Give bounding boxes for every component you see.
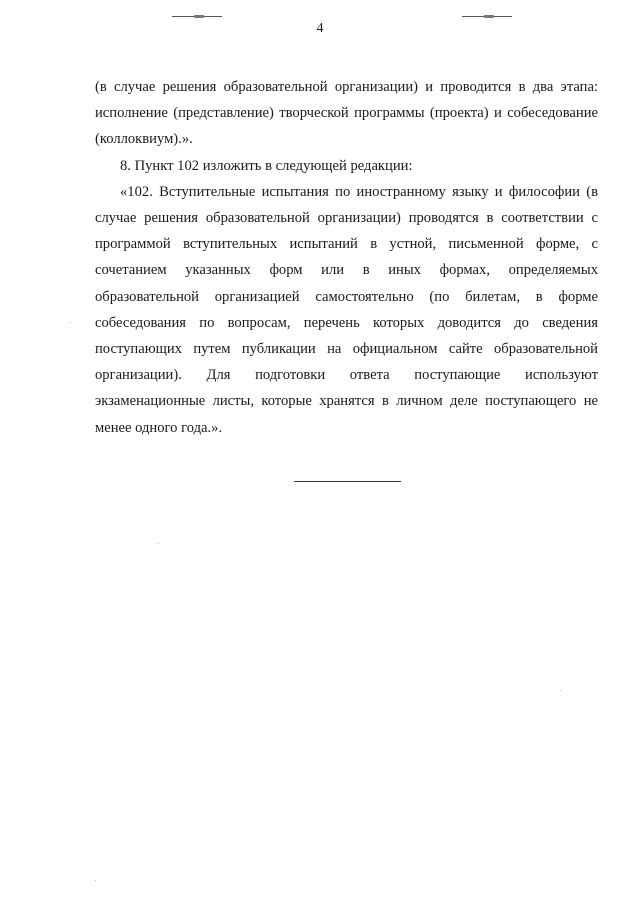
scan-speck — [70, 322, 71, 323]
paragraph-continuation: (в случае решения образовательной организации) и проводится в два этапа: исполнение (представление) творческой программы (проекта) и собеседование (коллоквиум).». — [95, 79, 598, 148]
page-number: 4 — [316, 21, 324, 36]
paragraph-item-102: «102. Вступительные испытания по иностранному языку и философии (в случае решения образовательной организации) проводятся в соответствии с программой вступительных испытаний в устной, письменной форме, с сочетанием указанных форм или в иных формах, определяемых образовательной организацией самостоятельно (по билетам, в форме собеседования по вопросам, перечень которых доводится до сведения поступающих путем публикации на официальном сайте образовательной организации). Для подготовки ответа поступающие используют экзаменационные листы, которые хранятся в личном деле поступающего не менее одного года.». — [95, 183, 598, 436]
closing-rule — [294, 481, 401, 482]
scan-mark-right — [462, 16, 512, 17]
document-body — [95, 74, 598, 441]
paragraph-item-8: 8. Пункт 102 изложить в следующей редакции: — [120, 157, 413, 174]
scan-speck — [560, 690, 561, 691]
scan-speck — [95, 880, 96, 881]
scan-speck — [158, 543, 159, 544]
scan-mark-left — [172, 16, 222, 17]
